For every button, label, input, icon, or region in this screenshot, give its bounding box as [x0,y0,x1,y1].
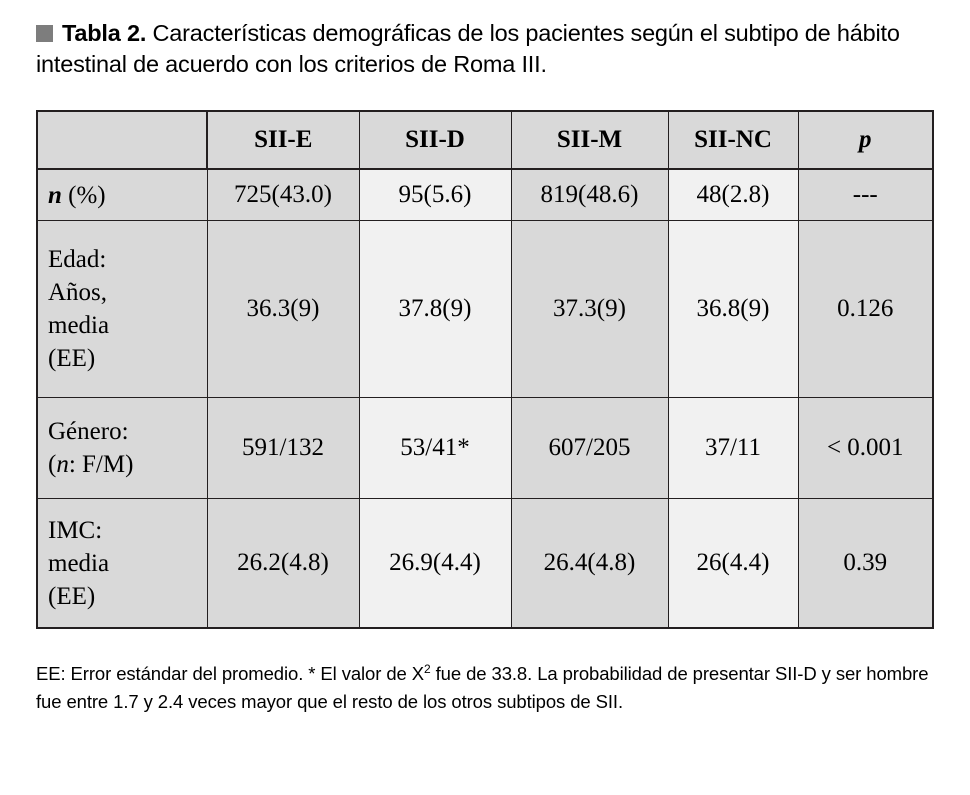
cell-genero-sii-nc: 37/11 [668,398,798,499]
cell-edad-sii-e: 36.3(9) [207,221,359,398]
cell-n-sii-e: 725(43.0) [207,169,359,221]
footnote-text-before: EE: Error estándar del promedio. * El valor de X [36,663,425,685]
cell-n-sii-nc: 48(2.8) [668,169,798,221]
row-label-n-symbol: n [48,181,62,209]
table-caption [36,18,934,80]
table-header-row [37,111,933,169]
demographics-table [36,110,934,629]
row-label-edad-line1: Edad: [48,246,107,273]
row-label-edad [37,221,207,398]
cell-edad-p: 0.126 [798,221,933,398]
row-label-genero [37,398,207,499]
row-label-edad-line2: Años, [48,279,108,306]
cell-edad-sii-nc: 36.8(9) [668,221,798,398]
row-label-imc [37,499,207,629]
footnote-superscript: 2 [424,662,431,676]
cell-imc-sii-m: 26.4(4.8) [511,499,668,629]
row-label-genero-n-symbol: n [56,451,69,478]
column-header-sii-m: SII-M [511,111,668,169]
cell-genero-sii-d: 53/41* [359,398,511,499]
cell-n-p: --- [798,169,933,221]
cell-imc-p: 0.39 [798,499,933,629]
table-row [37,169,933,221]
cell-genero-sii-e: 591/132 [207,398,359,499]
row-label-n [37,169,207,221]
row-label-genero-line2: (n: F/M) [48,451,134,478]
row-label-imc-line3: (EE) [48,582,96,610]
cell-edad-sii-m: 37.3(9) [511,221,668,398]
cell-edad-sii-d: 37.8(9) [359,221,511,398]
table-caption-text: Características demográficas de los pacientes según el subtipo de hábito intestinal de acuerdo con los criterios de Roma III. [36,20,900,77]
column-header-sii-d: SII-D [359,111,511,169]
table-row [37,499,933,629]
table-corner-header [37,111,207,169]
square-bullet-icon [36,25,53,42]
cell-imc-sii-d: 26.9(4.4) [359,499,511,629]
row-label-genero-line1: Género: [48,418,129,445]
table-container [36,110,934,629]
row-label-edad-line3: media [48,312,110,339]
row-label-imc-line2: media [48,549,110,577]
cell-n-sii-d: 95(5.6) [359,169,511,221]
row-label-edad-line4: (EE) [48,345,96,372]
cell-imc-sii-nc: 26(4.4) [668,499,798,629]
table-row [37,398,933,499]
table-footnote [36,655,934,716]
table-caption-label: Tabla 2. [62,20,147,46]
cell-imc-sii-e: 26.2(4.8) [207,499,359,629]
footnote-text-after: fue de 33.8. La probabilidad de presentar SII-D y ser hombre fue entre 1.7 y 2.4 veces mayor que el resto de los otros subtipos de SII. [36,663,929,713]
table-row [37,221,933,398]
column-header-sii-e: SII-E [207,111,359,169]
row-label-imc-line1: IMC: [48,516,103,544]
row-label-n-suffix: (%) [61,181,106,209]
cell-n-sii-m: 819(48.6) [511,169,668,221]
column-header-p: p [798,111,933,169]
column-header-sii-nc: SII-NC [668,111,798,169]
cell-genero-sii-m: 607/205 [511,398,668,499]
cell-genero-p: < 0.001 [798,398,933,499]
